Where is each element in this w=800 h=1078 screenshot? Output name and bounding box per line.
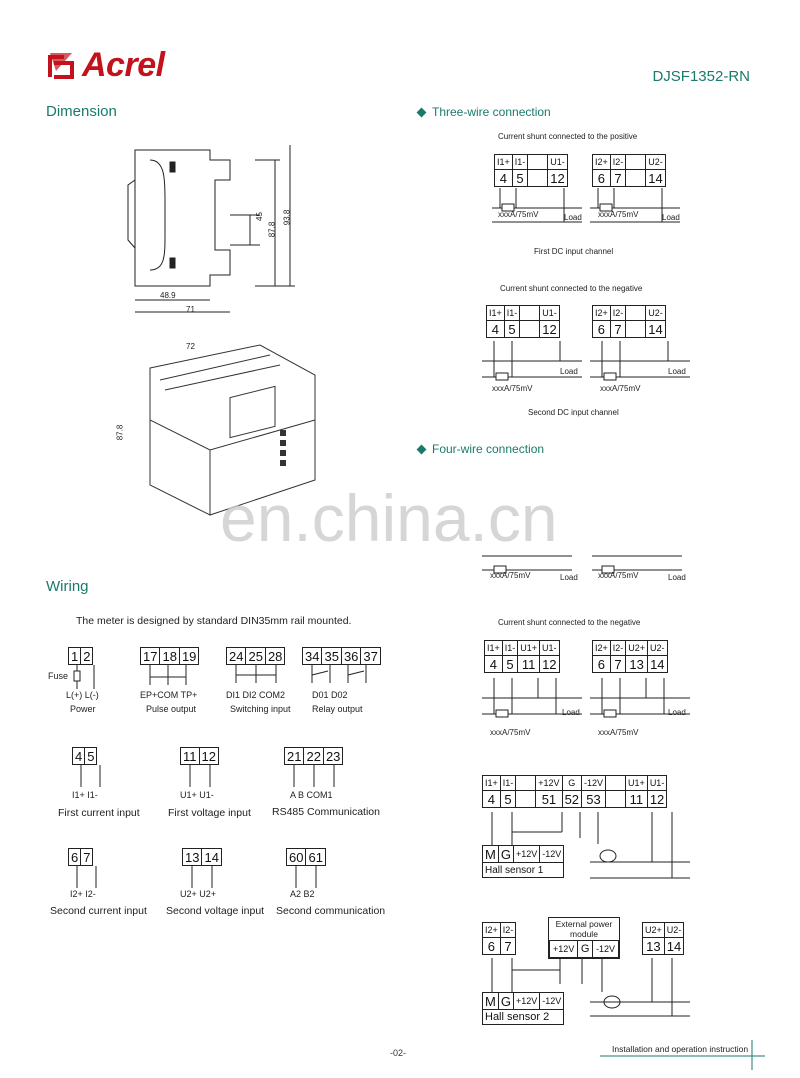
load-label: Load (668, 367, 686, 376)
terminal: 22 (304, 748, 323, 765)
sensor-cell: -12V (540, 846, 564, 863)
first-voltage-labels: U1+ U1- (180, 790, 214, 800)
terminal-head: U2+ (626, 641, 648, 656)
terminal: 14 (664, 938, 684, 955)
terminal-head: U1- (540, 306, 560, 321)
terminal-head (626, 306, 646, 321)
four-wire-title (418, 442, 544, 456)
terminal-head: U1- (540, 641, 560, 656)
second-current-terminals (68, 848, 93, 866)
first-channel-caption: First DC input channel (534, 247, 614, 256)
dim-87-8: 87.8 (267, 221, 277, 238)
terminal-head: U1- (647, 776, 667, 791)
hall2-sensor-block (482, 992, 564, 1025)
hall2-terminals-right (642, 922, 684, 955)
shunt-label: xxxA/75mV (492, 384, 533, 393)
terminal-head: U2- (646, 306, 666, 321)
first-voltage-terminals (180, 747, 219, 765)
terminal: 14 (646, 170, 666, 187)
wire-leads (180, 765, 230, 790)
terminal-head (516, 776, 536, 791)
terminal: 7 (610, 170, 626, 187)
dim-45: 45 (254, 212, 264, 221)
four-wire-title-text: Four-wire connection (432, 442, 545, 456)
diamond-bullet-icon (417, 108, 427, 118)
terminal (606, 791, 626, 808)
terminal: 7 (610, 321, 626, 338)
watermark: en.china.cn (220, 481, 558, 555)
terminal: 28 (265, 648, 284, 665)
wire-leads (286, 866, 336, 891)
switching-labels: DI1 DI2 COM2 (226, 690, 286, 700)
three-wire-title (418, 105, 551, 119)
module-cell: +12V (550, 941, 578, 958)
footer-title: Installation and operation instruction (612, 1044, 749, 1054)
first-voltage-caption: First voltage input (168, 807, 251, 819)
terminal: 12 (199, 748, 218, 765)
terminal: 60 (287, 849, 306, 866)
terminal: 12 (540, 656, 560, 673)
terminal (528, 170, 548, 187)
load-label: Load (668, 708, 686, 717)
terminal: 5 (504, 321, 520, 338)
module-label: External power module (555, 919, 613, 939)
terminal: 61 (306, 849, 325, 866)
hall1-sensor-block (482, 845, 564, 878)
dim-72: 72 (186, 342, 195, 351)
tw-pos-ch2-terminals (592, 154, 666, 187)
sensor-cell: +12V (513, 993, 539, 1010)
terminal: 5 (512, 170, 528, 187)
sensor-cell: G (498, 846, 513, 863)
terminal: 4 (485, 656, 503, 673)
terminal: 17 (141, 648, 160, 665)
terminal (516, 791, 536, 808)
terminal: 14 (648, 656, 668, 673)
dim-iso-87-8: 87.8 (115, 424, 125, 441)
diamond-bullet-icon (417, 445, 427, 455)
terminal: 6 (593, 321, 611, 338)
wire-leads (68, 866, 118, 891)
terminal: 5 (502, 656, 518, 673)
dim-48-9: 48.9 (160, 291, 176, 300)
first-current-labels: I1+ I1- (72, 790, 98, 800)
second-comm-caption: Second communication (276, 905, 386, 917)
terminal-head: I2- (610, 306, 626, 321)
model-number: DJSF1352-RN (652, 68, 750, 85)
terminal-head: I2- (610, 641, 626, 656)
terminal: 7 (610, 656, 626, 673)
terminal: 12 (647, 791, 667, 808)
terminal: 52 (562, 791, 581, 808)
terminal-head: I2- (500, 923, 516, 938)
module-cell: -12V (593, 941, 619, 958)
terminal: 4 (483, 791, 501, 808)
terminal: 13 (643, 938, 665, 955)
terminal-head: I2+ (593, 155, 611, 170)
wire-leads (284, 765, 354, 790)
three-wire-neg-caption: Current shunt connected to the negative (500, 284, 643, 293)
fw-neg-ch1-terminals (484, 640, 560, 673)
terminal: 11 (518, 656, 540, 673)
terminal-head: I1- (502, 641, 518, 656)
terminal: 24 (227, 648, 246, 665)
sensor-cell: M (483, 846, 499, 863)
load-label: Load (668, 573, 686, 582)
second-comm-labels: A2 B2 (290, 889, 315, 899)
power-labels: L(+) L(-) (66, 690, 99, 700)
switch-icon (228, 665, 288, 690)
wire-leads (72, 765, 122, 790)
dimension-title: Dimension (46, 103, 117, 120)
hall1-terminals (482, 775, 667, 808)
three-wire-title-text: Three-wire connection (432, 105, 551, 119)
switching-terminals (226, 647, 285, 665)
load-label: Load (560, 367, 578, 376)
terminal-head: I2- (610, 155, 626, 170)
terminal: 13 (183, 849, 202, 866)
terminal-head: I2+ (483, 923, 501, 938)
relay-caption: Relay output (312, 704, 363, 714)
terminal: 51 (536, 791, 562, 808)
wiring-title: Wiring (46, 578, 89, 595)
terminal-head: I1+ (483, 776, 501, 791)
terminal: 11 (181, 748, 200, 765)
switching-caption: Switching input (230, 704, 291, 714)
second-channel-caption: Second DC input channel (528, 408, 619, 417)
load-label: Load (662, 213, 680, 222)
rs485-terminals (284, 747, 343, 765)
terminal-head (626, 155, 646, 170)
brand-logo (46, 46, 165, 85)
second-current-labels: I2+ I2- (70, 889, 96, 899)
relay-terminals (302, 647, 381, 665)
fuse-label: Fuse (48, 671, 69, 681)
second-voltage-caption: Second voltage input (166, 905, 265, 917)
dim-71: 71 (186, 305, 195, 314)
three-wire-pos-caption: Current shunt connected to the positive (498, 132, 638, 141)
terminal: 18 (160, 648, 179, 665)
terminal: 4 (73, 748, 85, 765)
first-current-caption: First current input (58, 807, 140, 819)
terminal-head: -12V (582, 776, 606, 791)
terminal: 1 (69, 648, 81, 665)
pulse-caption: Pulse output (146, 704, 197, 714)
terminal-head: I1- (512, 155, 528, 170)
terminal-head: I1+ (485, 641, 503, 656)
shunt-label: xxxA/75mV (598, 210, 639, 219)
power-caption: Power (70, 704, 96, 714)
shunt-label: xxxA/75mV (490, 728, 531, 737)
terminal: 6 (69, 849, 81, 866)
terminal: 13 (626, 656, 648, 673)
hall2-sensor-label: Hall sensor 2 (483, 1010, 564, 1025)
sensor-cell: G (498, 993, 513, 1010)
fw-neg-ch2-terminals (592, 640, 668, 673)
terminal-head: U2- (648, 641, 668, 656)
second-voltage-terminals (182, 848, 222, 866)
terminal: 4 (495, 170, 513, 187)
pulse-labels: EP+COM TP+ (140, 690, 198, 700)
terminal-head: +12V (536, 776, 562, 791)
terminal: 6 (593, 656, 611, 673)
relay-contact-icon (304, 665, 379, 690)
terminal: 11 (626, 791, 648, 808)
terminal-head (606, 776, 626, 791)
terminal: 5 (500, 791, 516, 808)
sensor-cell: +12V (513, 846, 539, 863)
wire-leads (182, 866, 232, 891)
terminal (626, 321, 646, 338)
load-label: Load (560, 573, 578, 582)
sensor-cell: M (483, 993, 499, 1010)
four-wire-neg-caption: Current shunt connected to the negative (498, 618, 641, 627)
power-terminals (68, 647, 93, 665)
rs485-labels: A B COM1 (290, 790, 333, 800)
terminal: 53 (582, 791, 606, 808)
acrel-logo-icon (46, 51, 76, 81)
terminal: 4 (487, 321, 505, 338)
terminal: 23 (323, 748, 342, 765)
tw-neg-ch2-terminals (592, 305, 666, 338)
tw-neg-ch1-circuit (482, 341, 582, 386)
terminal: 12 (548, 170, 568, 187)
dim-93-8: 93.8 (282, 209, 292, 226)
terminal: 35 (322, 648, 341, 665)
page-number: -02- (390, 1048, 407, 1058)
terminal-head: I2+ (593, 306, 611, 321)
tw-neg-ch2-circuit (590, 341, 690, 386)
terminal-head (520, 306, 540, 321)
terminal-head: U2- (664, 923, 684, 938)
tw-neg-ch1-terminals (486, 305, 560, 338)
shunt-label: xxxA/75mV (490, 571, 531, 580)
pulse-terminals (140, 647, 199, 665)
tw-pos-ch1-terminals (494, 154, 568, 187)
shunt-label: xxxA/75mV (498, 210, 539, 219)
terminal: 19 (179, 648, 198, 665)
terminal: 25 (246, 648, 265, 665)
sensor-cell: -12V (540, 993, 564, 1010)
relay-labels: D01 D02 (312, 690, 348, 700)
terminal: 2 (81, 648, 93, 665)
terminal-head: U2+ (643, 923, 665, 938)
terminal (626, 170, 646, 187)
shunt-label: xxxA/75mV (600, 384, 641, 393)
terminal (520, 321, 540, 338)
terminal-head: U2- (646, 155, 666, 170)
load-label: Load (562, 708, 580, 717)
terminal: 6 (593, 170, 611, 187)
terminal-head: U1+ (518, 641, 540, 656)
terminal: 6 (483, 938, 501, 955)
side-view-drawing (120, 140, 310, 320)
terminal: 14 (202, 849, 221, 866)
second-voltage-labels: U2+ U2+ (180, 889, 217, 899)
footer-rule (600, 1040, 770, 1070)
rs485-caption: RS485 Communication (272, 806, 380, 818)
terminal: 21 (285, 748, 304, 765)
second-current-caption: Second current input (50, 905, 147, 917)
terminal-head: I1- (500, 776, 516, 791)
first-current-terminals (72, 747, 97, 765)
terminal: 5 (85, 748, 97, 765)
terminal-head: I1+ (495, 155, 513, 170)
terminal-head: G (562, 776, 581, 791)
shunt-label: xxxA/75mV (598, 728, 639, 737)
terminal: 34 (303, 648, 322, 665)
hall1-sensor-label: Hall sensor 1 (483, 863, 564, 878)
terminal: 14 (646, 321, 666, 338)
shunt-label: xxxA/75mV (598, 571, 639, 580)
terminal: 37 (361, 648, 380, 665)
terminal: 7 (500, 938, 516, 955)
brand-name: Acrel (82, 46, 165, 84)
terminal-head: U1+ (626, 776, 648, 791)
terminal-head (528, 155, 548, 170)
terminal-head: I1+ (487, 306, 505, 321)
terminal-head: I2+ (593, 641, 611, 656)
terminal: 36 (341, 648, 360, 665)
terminal: 12 (540, 321, 560, 338)
terminal-head: I1- (504, 306, 520, 321)
load-label: Load (564, 213, 582, 222)
terminal: 7 (81, 849, 93, 866)
module-cell: G (578, 941, 593, 958)
hall2-terminals-left (482, 922, 516, 955)
din-note: The meter is designed by standard DIN35mm rail mounted. (76, 615, 352, 627)
second-comm-terminals (286, 848, 326, 866)
terminal-head: U1- (548, 155, 568, 170)
external-power-module (548, 917, 620, 959)
pulse-optocoupler-icon (140, 665, 200, 690)
